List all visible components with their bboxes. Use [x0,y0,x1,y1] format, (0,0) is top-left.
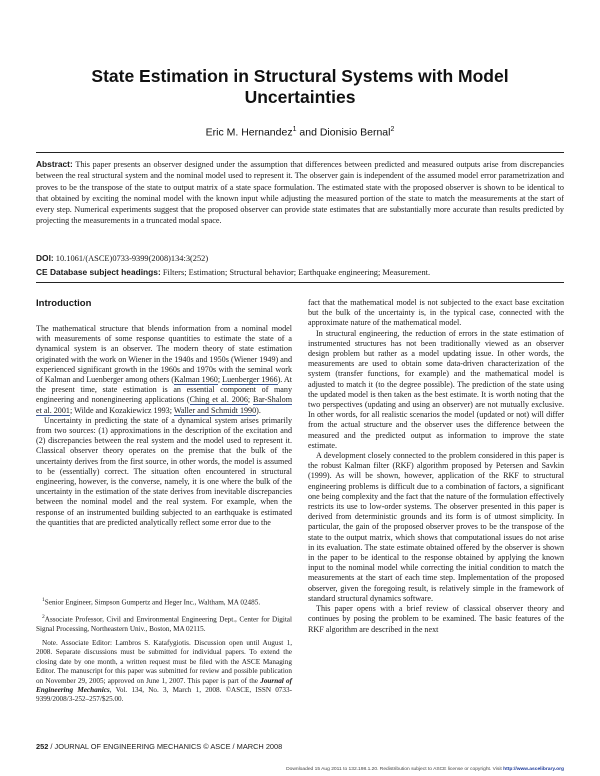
page-footer [36,742,282,752]
paragraph-text: ; [217,375,223,385]
footnote [36,596,292,608]
journal-name: Journal of Engineering Mechanics [36,676,292,695]
subject-headings-label: CE Database subject headings: [36,267,161,277]
abstract-divider [36,282,564,283]
note-text: Note. Associate Editor: Lambros S. Katafygiotis. Discussion open until August 1, 2008. Separate discussions must be submitted for individual papers. To extend the closing date by one month, a written request must be filed with the ASCE Managing Editor. The manuscript for this paper was submitted for review and possible publication on November 29, 2005; approved on June 1, 2007. This paper is part of the [36,639,292,685]
author-line [60,123,540,140]
section-heading: Introduction [36,298,92,309]
author-affiliation-mark: 2 [390,126,395,133]
editorial-note [36,639,292,705]
intro-paragraph: Uncertainty in predicting the state of a dynamical system arises primarily from two sources: (1) approximations in the description of the excitation and (2) discrepancies between the real system and the model used to represent it. Classical observer theory operates on the premise that the bulk of the uncertainty derives from the first source, in other words, the model is assumed to be (essentially) correct. The situation often encountered in structural engineering, however, is the converse, namely, it is one where the bulk of the uncertainty in the estimation of the state derives from inevitable discrepancies between the nominal model and the real system. For example, when the response of an instrumented building subjected to an earthquake is estimated the quantities that are predicted analytically reflect some error due to the [36,415,292,527]
footnote-mark: 2 [42,613,45,620]
subject-headings [36,267,564,278]
footnote-text: Senior Engineer, Simpson Gumpertz and Heger Inc., Waltham, MA 02485. [44,598,261,607]
subject-headings-value: Filters; Estimation; Structural behavior; Earthquake engineering; Measurement. [160,268,431,277]
left-column [36,298,292,528]
paragraph-text: The mathematical structure that blends information from a nominal model with measurements of some response quantities to estimate the state of a dynamical system is an observer. The modern theory of state estimation originated with the work on Wiener in the 1940s and 1950s (Wiener 1949) and experienced significant growth in the 1960s and 1970s with the seminal work of Kalman and Luenberger among others ( [36,324,292,385]
footnote-text: Associate Professor, Civil and Environmental Engineering Dept., Center for Digital Signal Processing, Northeastern Univ., Boston, MA 02115. [36,615,292,633]
citation-link[interactable]: Waller and Schmidt 1990 [173,405,257,415]
citation-link[interactable]: Ching et al. 2006 [189,395,248,405]
page-number: 252 [36,742,49,751]
footnote [36,613,292,634]
abstract [36,159,564,227]
library-link[interactable]: http://www.ascelibrary.org [503,767,564,772]
citation-link[interactable]: Luenberger 1966 [222,375,278,385]
abstract-text: This paper presents an observer designed under the assumption that differences between predicted and measured outputs arise from discrepancies between the real structural system and the nominal model used to represent it. The observer gain is independent of the assumed model error parametrization and proves to be the transpose of the state to output matrix of a state space formulation. The estimated state with the proposed observer is shown to be identical to that obtained by exciting the nominal model with the known input while adjusting the measured portion of the state to match the measurements at the start of every step. Numerical experiments suggest that the proposed observer can provide state estimates that are substantially more accurate than results predicted by projecting the measurements in a truncated modal space. [36,160,564,226]
intro-paragraph: fact that the mathematical model is not subjected to the exact base excitation but the bulk of the uncertainty is, in the typical case, connected with the approximate nature of the mathematical model. [308,298,564,328]
doi-value[interactable]: 10.1061/(ASCE)0733-9399(2008)134:3(252) [53,254,209,263]
intro-paragraph: In structural engineering, the reduction of errors in the state estimation of instrumented structures has not been traditionally viewed as an observer design problem but rather as a model updating issue. In other words, the measurements are used to obtain some data-driven characterization of the system (transfer functions, for example) and the mathematical model is adjusted to match it (to the degree possible). The prediction of the state using the updated model is then taken as the best estimate. It is worth noting that the two perspectives (updating and using an observer) are not mutually exclusive. In other words, for all realistic scenarios the model (updated or not) will differ from the actual structure and the observer uses the difference between the measured and the predicted output as information to improve the state estimate. [308,328,564,450]
top-divider [36,152,564,153]
intro-paragraph [36,324,292,416]
paragraph-text: ). At the present time, state estimation is an essential component of many engineering and nonengineering applications ( [36,375,292,405]
download-notice [286,766,564,773]
author-name: Eric M. Hernandez [205,126,293,139]
intro-paragraph: A development closely connected to the problem considered in this paper is the robust Kalman filter (RKF) algorithm proposed by Petersen and Savkin (1999). As will be shown, however, application of the RKF to structural engineering problems is difficult due to a combination of factors, a significant one being complexity and the fact that the nature of the formulation effectively restricts its use to low-order systems. The observer presented in this paper is derived from deterministic grounds and its form is of utmost simplicity. In particular, the gain of the proposed observer proves to be the transpose of the state to the output matrix, which shows that computational issues do not arise in its evaluation. The state estimate obtained offered by the observer is shown in the paper to be identical to the response obtained by applying the known input to the nominal model while correcting the initial condition to match the measurements at the start of each time step. Implementation of the proposed observer, given the foregoing result, is relatively simple in the framework of standard structural dynamics software. [308,451,564,603]
author-name: Dionisio Bernal [319,126,391,139]
download-notice-text: Downloaded 15 Aug 2011 to 132.198.1.20. Redistribution subject to ASCE license or copyright. Visit [286,767,504,772]
footnote-mark: 1 [42,597,45,603]
citation-link[interactable]: Kalman 1960 [174,375,218,385]
paper-title: State Estimation in Structural Systems with Model Uncertainties [91,66,509,107]
doi-label: DOI: [36,253,54,263]
right-column [308,298,564,635]
paragraph-text: ). [256,405,261,415]
doi-line [36,253,564,264]
citation-link[interactable]: Bar-Shalom et al. 2001 [36,395,292,415]
intro-paragraph: This paper opens with a brief review of classical observer theory and continues by posing the problem to be examined. The basic features of the RKF algorithm are described in the next [308,604,564,634]
paragraph-text: ; Wilde and Kozakiewicz 1993; [69,405,174,415]
author-conjunction: and [296,126,320,139]
footnotes [36,596,292,710]
journal-running-footer: / JOURNAL OF ENGINEERING MECHANICS © ASCE / MARCH 2008 [48,742,283,751]
author-affiliation-mark: 1 [292,126,297,133]
abstract-label: Abstract: [36,159,73,169]
paragraph-text: ; [247,395,254,405]
note-text: , Vol. 134, No. 3, March 1, 2008. ©ASCE, ISSN 0733-9399/2008/3-252–257/$25.00. [36,686,292,704]
